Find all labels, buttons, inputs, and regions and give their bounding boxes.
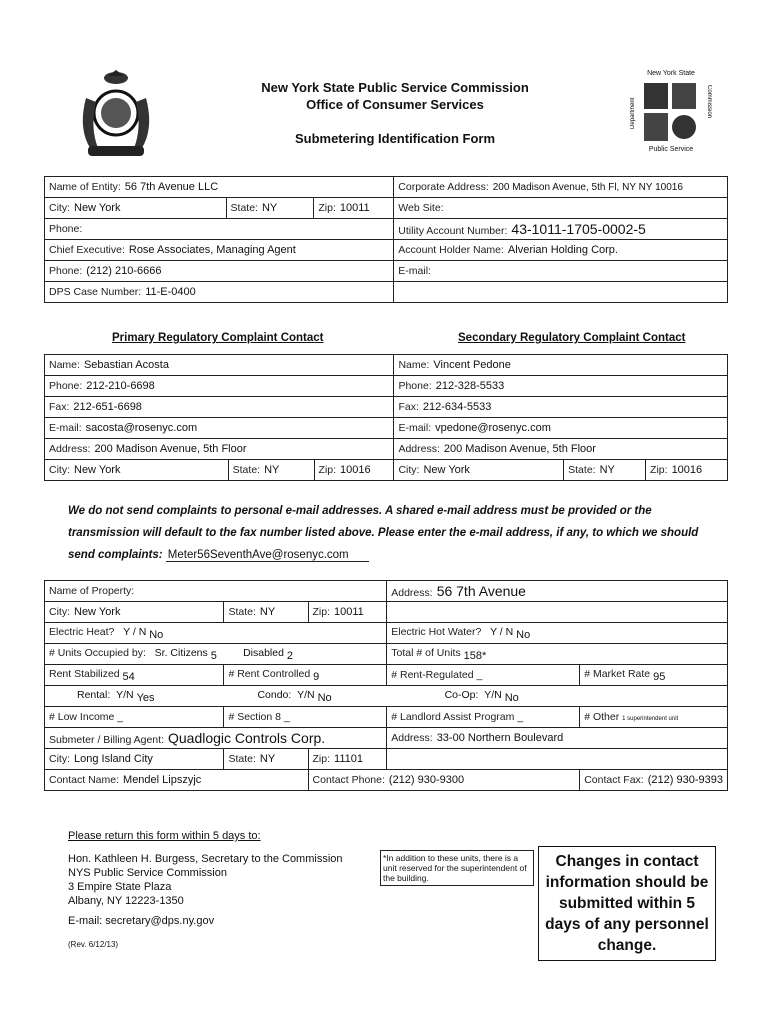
svg-text:Department: Department [630,97,636,129]
superintendent-footnote: *In addition to these units, there is a unit reserved for the superintendent of the building. [380,850,534,886]
website-field[interactable]: Web Site: [394,198,728,219]
property-zip-field[interactable]: Zip: 10011 [308,602,387,623]
empty-cell [394,282,728,303]
entity-zip-field[interactable]: Zip: 10011 [314,198,394,219]
agency-name: New York State Public Service Commission [261,80,529,95]
primary-name-field[interactable]: Name: Sebastian Acosta [45,355,394,376]
primary-fax-field[interactable]: Fax: 212-651-6698 [45,397,394,418]
primary-phone-field[interactable]: Phone: 212-210-6698 [45,376,394,397]
property-address-field[interactable]: Address: 56 7th Avenue [387,581,728,602]
primary-state-field[interactable]: State: NY [228,460,314,481]
agent-address-field[interactable]: Address: 33-00 Northern Boulevard [387,728,728,749]
section8-field[interactable]: # Section 8 _ [224,707,387,728]
landlord-assist-field[interactable]: # Landlord Assist Program _ [387,707,580,728]
entity-phone2-field[interactable]: Phone: (212) 210-6666 [45,261,394,282]
property-state-field[interactable]: State: NY [224,602,308,623]
entity-name-field[interactable]: Name of Entity: 56 7th Avenue LLC [45,177,394,198]
secondary-fax-field[interactable]: Fax: 212-634-5533 [394,397,728,418]
contact-name-field[interactable]: Contact Name: Mendel Lipszyjc [45,770,309,791]
account-holder-field[interactable]: Account Holder Name: Alverian Holding Corp. [394,240,728,261]
rent-controlled-field[interactable]: # Rent Controlled 9 [224,665,387,686]
low-income-field[interactable]: # Low Income _ [45,707,224,728]
utility-account-field[interactable]: Utility Account Number: 43-1011-1705-0002-5 [394,219,728,240]
primary-city-field[interactable]: City: New York [45,460,229,481]
property-city-field[interactable]: City: New York [45,602,224,623]
agent-zip-field[interactable]: Zip: 11101 [308,749,387,770]
secondary-city-field[interactable]: City: New York [394,460,564,481]
dps-case-field[interactable]: DPS Case Number: 11-E-0400 [45,282,394,303]
contact-fax-field[interactable]: Contact Fax: (212) 930-9393 [580,770,728,791]
units-occupied-field[interactable]: # Units Occupied by: Sr. Citizens 5 Disabled 2 [45,644,387,665]
dps-logo-mark [630,77,712,147]
rent-stabilized-field[interactable]: Rent Stabilized 54 [45,665,224,686]
revision-date: (Rev. 6/12/13) [68,940,119,949]
primary-address-field[interactable]: Address: 200 Madison Avenue, 5th Floor [45,439,394,460]
return-instruction: Please return this form within 5 days to: [68,830,261,842]
return-address: Hon. Kathleen H. Burgess, Secretary to the Commission NYS Public Service Commission 3 Empire State Plaza Albany, NY 12223-1350 E-mail: secretary@dps.ny.gov (Rev. 6/12/13) [68,852,343,952]
secondary-contact-title: Secondary Regulatory Complaint Contact [458,332,686,344]
primary-email-field[interactable]: E-mail: sacosta@rosenyc.com [45,418,394,439]
entity-table [44,176,728,303]
entity-email-field[interactable]: E-mail: [394,261,728,282]
secondary-state-field[interactable]: State: NY [564,460,646,481]
secondary-name-field[interactable]: Name: Vincent Pedone [394,355,728,376]
primary-zip-field[interactable]: Zip: 10016 [314,460,394,481]
form-title: Submetering Identification Form [294,131,496,146]
market-rate-field[interactable]: # Market Rate 95 [580,665,728,686]
complaint-email-field[interactable]: Meter56SeventhAve@rosenyc.com [166,549,369,562]
secretary-email: E-mail: secretary@dps.ny.gov [68,915,215,927]
agent-city-field[interactable]: City: Long Island City [45,749,224,770]
corporate-address-field[interactable]: Corporate Address: 200 Madison Avenue, 5th Fl, NY NY 10016 [394,177,728,198]
primary-contact-title: Primary Regulatory Complaint Contact [112,332,324,344]
billing-agent-field[interactable]: Submeter / Billing Agent: Quadlogic Controls Corp. [45,728,387,749]
svg-text:Commission: Commission [706,85,712,119]
electric-heat-field[interactable]: Electric Heat? Y / N No [45,623,387,644]
empty-cell [387,749,728,770]
secondary-address-field[interactable]: Address: 200 Madison Avenue, 5th Floor [394,439,728,460]
contact-change-callout: Changes in contact information should be submitted within 5 days of any personnel change. [538,846,716,961]
entity-phone-field[interactable]: Phone: [45,219,394,240]
secondary-email-field[interactable]: E-mail: vpedone@rosenyc.com [394,418,728,439]
rent-regulated-field[interactable]: # Rent-Regulated _ [387,665,580,686]
electric-hot-water-field[interactable]: Electric Hot Water? Y / N No [387,623,728,644]
property-name-field[interactable]: Name of Property: [45,581,387,602]
contacts-table [44,354,728,481]
property-table [44,580,728,791]
chief-executive-field[interactable]: Chief Executive: Rose Associates, Managing Agent [45,240,394,261]
entity-state-field[interactable]: State: NY [226,198,314,219]
secondary-zip-field[interactable]: Zip: 10016 [646,460,728,481]
contact-phone-field[interactable]: Contact Phone: (212) 930-9300 [308,770,580,791]
total-units-field[interactable]: Total # of Units 158* [387,644,728,665]
dps-logo: New York State Department Commission Public Service [630,70,712,153]
entity-city-field[interactable]: City: New York [45,198,227,219]
empty-cell [387,602,728,623]
secondary-phone-field[interactable]: Phone: 212-328-5533 [394,376,728,397]
email-notice: We do not send complaints to personal e-mail addresses. A shared e-mail address must be provided or the transmission will default to the fax number listed above. Please enter the e-mail address, if any, to which we should send complaints: Meter56SeventhAve@rosenyc.com [68,505,699,561]
nys-seal-image [68,68,164,162]
ownership-type-row[interactable]: Rental: Y/N Yes Condo: Y/N No Co-Op: Y/N No [45,686,728,707]
agent-state-field[interactable]: State: NY [224,749,308,770]
office-name: Office of Consumer Services [306,97,484,112]
other-units-field[interactable]: # Other 1 superintendent unit [580,707,728,728]
